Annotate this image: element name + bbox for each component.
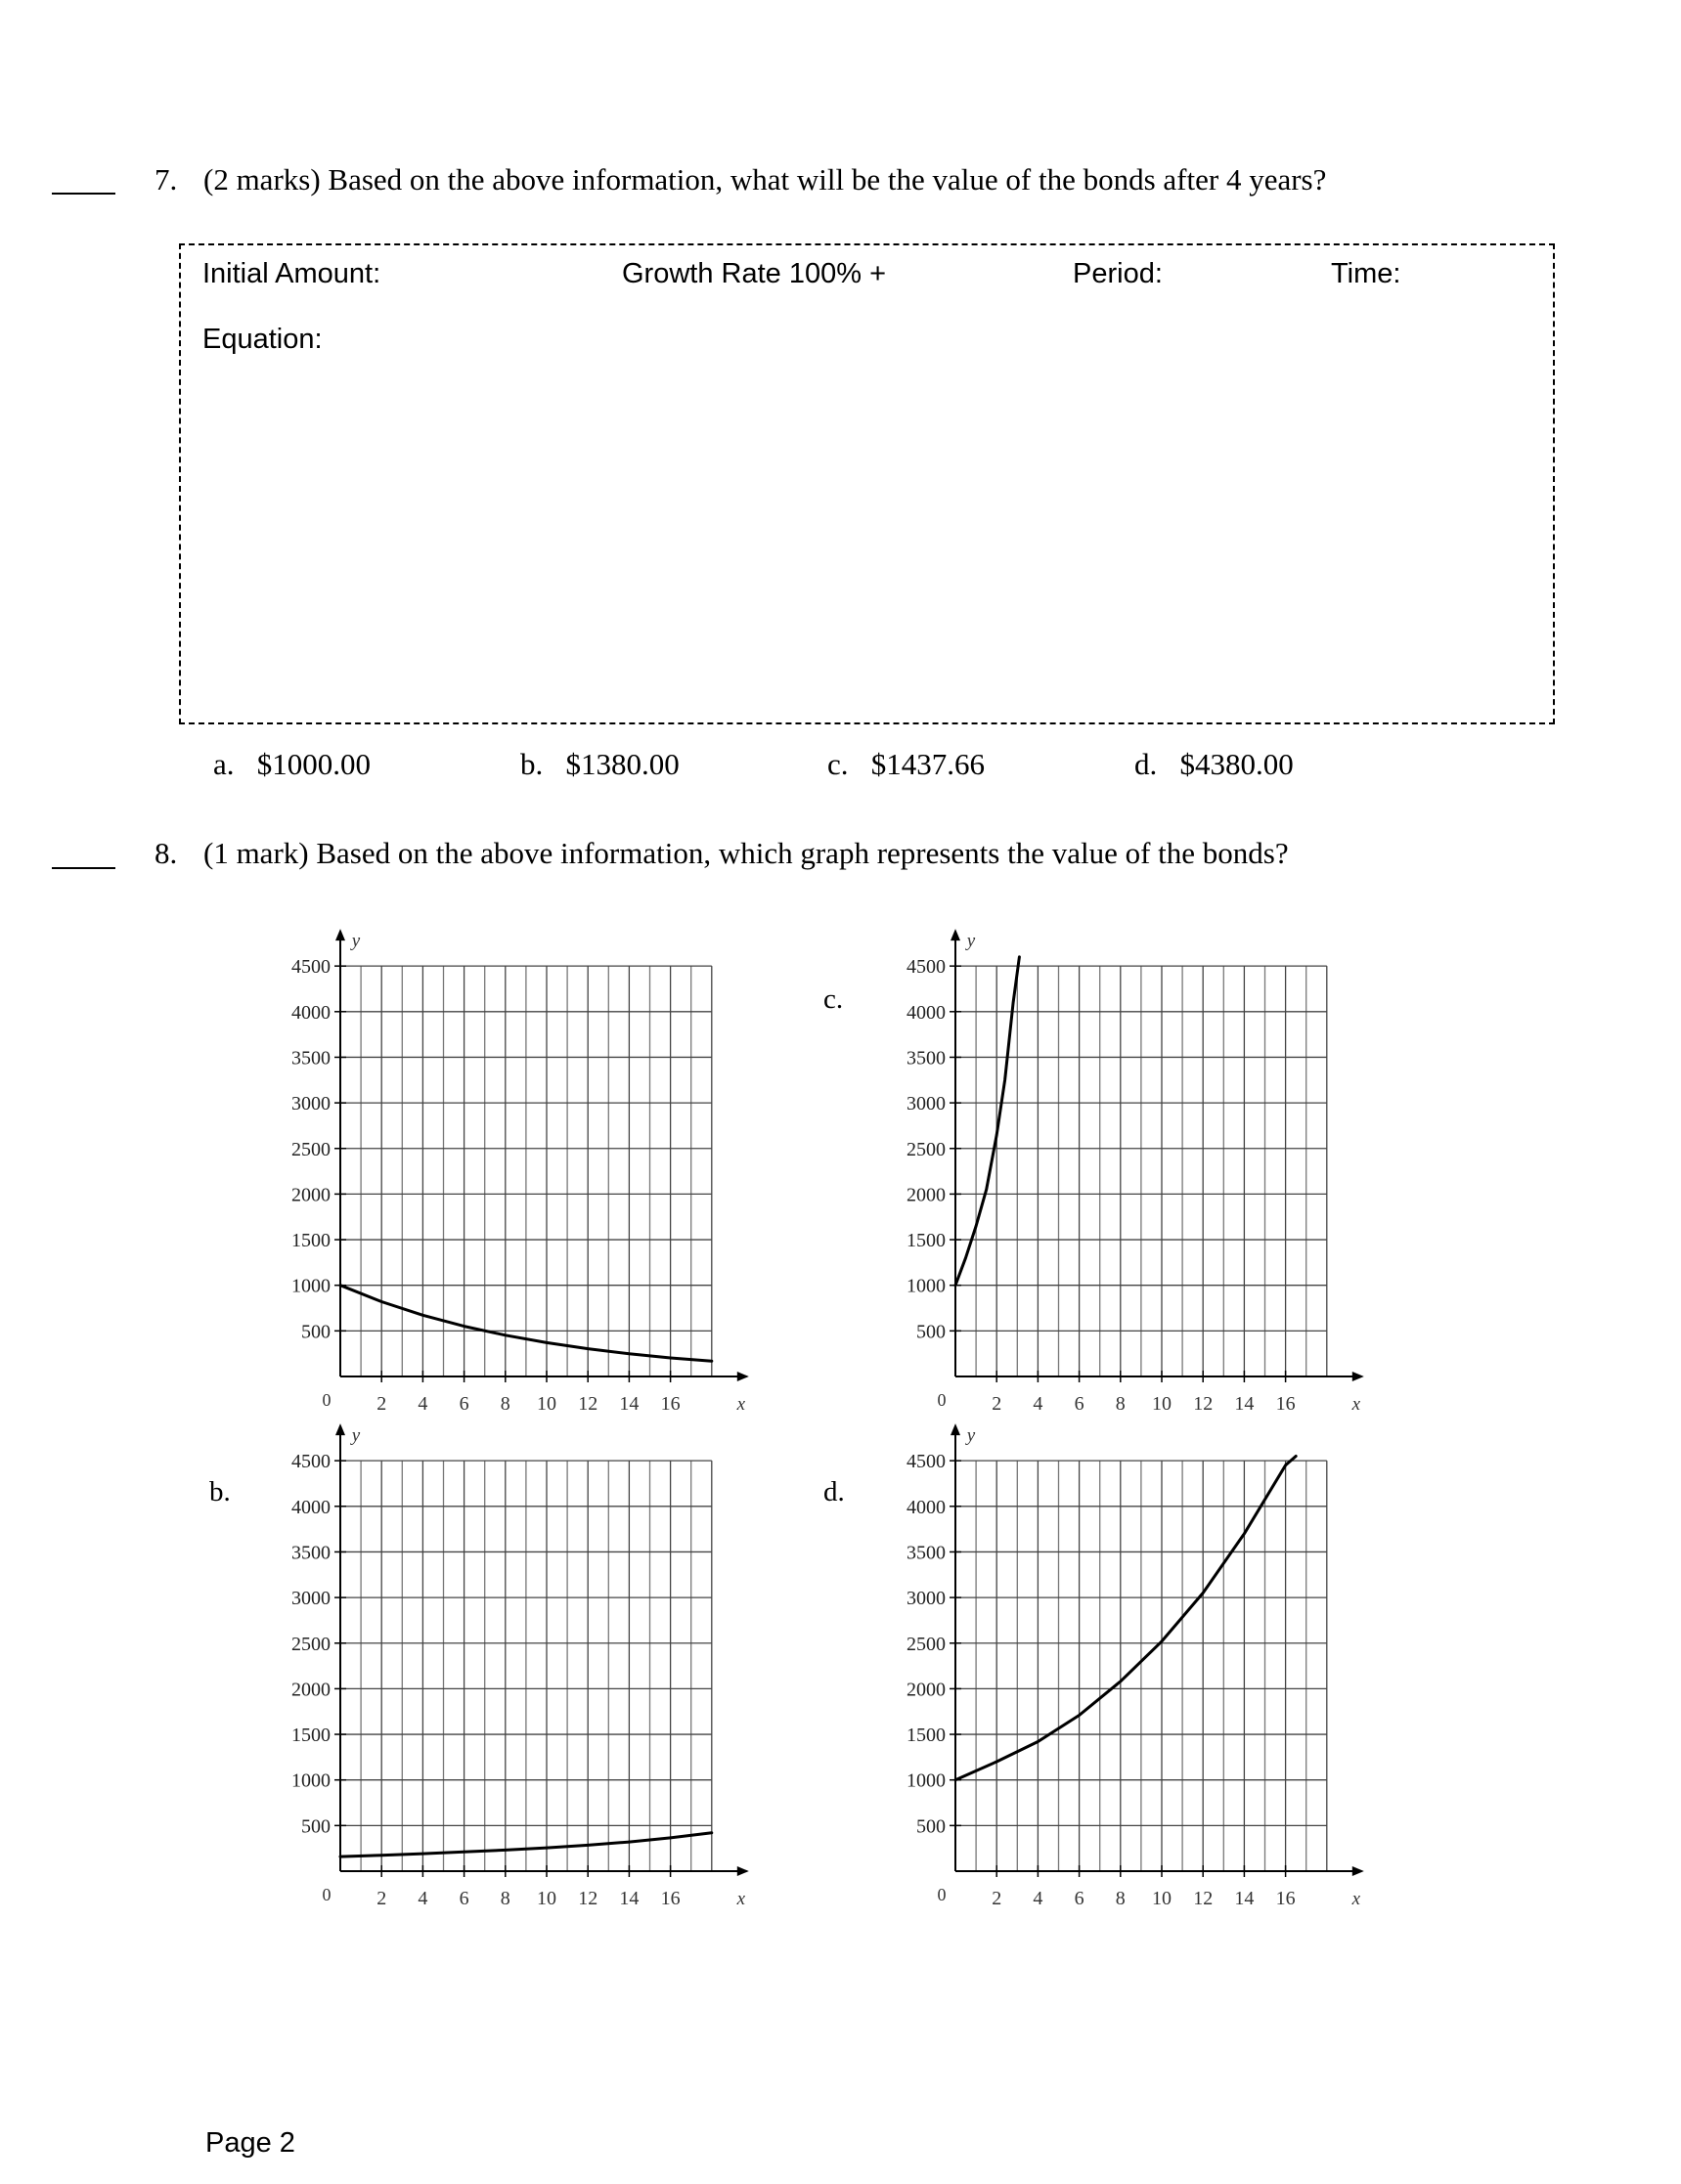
- origin-label: 0: [937, 1390, 947, 1410]
- choice-value: $4380.00: [1179, 747, 1294, 781]
- time-label: Time:: [1331, 258, 1401, 289]
- y-axis-arrow-icon: [335, 929, 345, 940]
- choice-a[interactable]: [213, 747, 371, 782]
- x-tick-label: 12: [578, 1393, 598, 1415]
- y-tick-label: 500: [916, 1815, 946, 1838]
- x-axis-arrow-icon: [737, 1372, 749, 1381]
- y-tick-label: 3500: [291, 1047, 331, 1070]
- period-label: Period:: [1073, 258, 1163, 289]
- equation-label: Equation:: [202, 324, 323, 355]
- y-tick-label: 2000: [291, 1184, 331, 1206]
- x-tick-label: 16: [1275, 1888, 1296, 1909]
- x-tick-label: 4: [418, 1888, 428, 1909]
- y-tick-label: 4000: [907, 1001, 946, 1024]
- x-tick-label: 6: [1074, 1888, 1084, 1909]
- x-tick-label: 16: [660, 1393, 681, 1415]
- y-tick-label: 2500: [291, 1138, 331, 1160]
- y-tick-label: 4000: [291, 1496, 331, 1518]
- y-tick-label: 1000: [907, 1769, 946, 1792]
- graph-option-b[interactable]: [254, 1425, 802, 1940]
- x-tick-label: 4: [418, 1393, 428, 1415]
- y-tick-label: 2500: [291, 1633, 331, 1655]
- y-tick-label: 1500: [291, 1230, 331, 1252]
- x-axis-arrow-icon: [1352, 1372, 1364, 1381]
- y-tick-label: 3500: [907, 1542, 946, 1564]
- choice-value: $1380.00: [565, 747, 680, 781]
- y-tick-label: 4500: [907, 1451, 946, 1473]
- x-axis-label: x: [736, 1394, 746, 1415]
- x-tick-label: 4: [1033, 1393, 1043, 1415]
- y-tick-label: 2500: [907, 1138, 946, 1160]
- choice-letter: c.: [827, 747, 849, 781]
- question-7-text: (2 marks) Based on the above information, what will be the value of the bonds after 4 years?: [203, 162, 1327, 197]
- y-axis-label: y: [351, 931, 361, 952]
- x-tick-label: 2: [376, 1393, 387, 1415]
- y-tick-label: 500: [301, 1815, 331, 1838]
- x-tick-label: 8: [500, 1888, 510, 1909]
- page-number: Page 2: [205, 2127, 295, 2159]
- x-tick-label: 14: [1234, 1888, 1255, 1909]
- x-tick-label: 10: [1152, 1888, 1172, 1909]
- y-tick-label: 3500: [907, 1047, 946, 1070]
- y-tick-label: 500: [301, 1321, 331, 1343]
- x-tick-label: 8: [1115, 1888, 1126, 1909]
- y-tick-label: 4500: [291, 956, 331, 979]
- x-tick-label: 2: [992, 1888, 1002, 1909]
- graph-letter-d: d.: [823, 1476, 845, 1507]
- question-7-number: 7.: [155, 162, 178, 197]
- y-tick-label: 500: [916, 1321, 946, 1343]
- choice-d[interactable]: [1134, 747, 1294, 782]
- origin-label: 0: [322, 1390, 332, 1410]
- x-tick-label: 8: [500, 1393, 510, 1415]
- question-8-number: 8.: [155, 836, 178, 870]
- graph-letter-b: b.: [209, 1476, 231, 1507]
- choice-letter: b.: [520, 747, 544, 781]
- x-axis-label: x: [1351, 1889, 1361, 1909]
- x-tick-label: 12: [1193, 1888, 1214, 1909]
- origin-label: 0: [322, 1885, 332, 1904]
- choice-b[interactable]: [520, 747, 680, 782]
- data-curve: [955, 957, 1019, 1286]
- growth-rate-label: Growth Rate 100% +: [622, 258, 887, 289]
- y-tick-label: 1000: [907, 1275, 946, 1297]
- question-8-text: (1 mark) Based on the above information, which graph represents the value of the bonds?: [203, 836, 1289, 870]
- y-tick-label: 1000: [291, 1275, 331, 1297]
- initial-amount-label: Initial Amount:: [202, 258, 381, 289]
- y-tick-label: 1500: [907, 1725, 946, 1747]
- x-axis-arrow-icon: [1352, 1866, 1364, 1876]
- y-tick-label: 3000: [907, 1588, 946, 1610]
- origin-label: 0: [937, 1885, 947, 1904]
- y-tick-label: 2000: [291, 1679, 331, 1701]
- x-axis-arrow-icon: [737, 1866, 749, 1876]
- x-tick-label: 6: [1074, 1393, 1084, 1415]
- y-tick-label: 2000: [907, 1679, 946, 1701]
- choice-c[interactable]: [827, 747, 985, 782]
- graph-option-d[interactable]: [869, 1425, 1417, 1940]
- choice-value: $1000.00: [256, 747, 372, 781]
- x-tick-label: 10: [537, 1888, 556, 1909]
- x-tick-label: 6: [459, 1393, 469, 1415]
- y-tick-label: 4000: [291, 1001, 331, 1024]
- choice-letter: d.: [1134, 747, 1158, 781]
- graph-option-a[interactable]: [254, 931, 802, 1445]
- y-tick-label: 4500: [291, 1451, 331, 1473]
- y-tick-label: 2000: [907, 1184, 946, 1206]
- x-tick-label: 12: [578, 1888, 598, 1909]
- x-tick-label: 16: [660, 1888, 681, 1909]
- y-axis-arrow-icon: [951, 929, 960, 940]
- x-tick-label: 4: [1033, 1888, 1043, 1909]
- y-tick-label: 3000: [291, 1588, 331, 1610]
- y-tick-label: 2500: [907, 1633, 946, 1655]
- x-tick-label: 12: [1193, 1393, 1214, 1415]
- x-tick-label: 14: [619, 1393, 640, 1415]
- choice-value: $1437.66: [870, 747, 986, 781]
- x-tick-label: 14: [619, 1888, 640, 1909]
- y-tick-label: 4500: [907, 956, 946, 979]
- y-axis-label: y: [351, 1425, 361, 1447]
- y-tick-label: 3000: [907, 1093, 946, 1115]
- x-tick-label: 10: [1152, 1393, 1172, 1415]
- answer-blank-q7[interactable]: [52, 193, 115, 195]
- y-tick-label: 1500: [907, 1230, 946, 1252]
- x-tick-label: 2: [992, 1393, 1002, 1415]
- y-tick-label: 3000: [291, 1093, 331, 1115]
- y-tick-label: 4000: [907, 1496, 946, 1518]
- x-tick-label: 16: [1275, 1393, 1296, 1415]
- y-axis-label: y: [966, 931, 976, 952]
- x-axis-label: x: [1351, 1394, 1361, 1415]
- choice-letter: a.: [213, 747, 235, 781]
- answer-blank-q8[interactable]: [52, 867, 115, 869]
- y-tick-label: 1500: [291, 1725, 331, 1747]
- x-axis-label: x: [736, 1889, 746, 1909]
- graph-option-c[interactable]: [869, 931, 1417, 1445]
- x-tick-label: 10: [537, 1393, 556, 1415]
- y-tick-label: 1000: [291, 1769, 331, 1792]
- work-box: [179, 243, 1555, 724]
- x-tick-label: 14: [1234, 1393, 1255, 1415]
- y-tick-label: 3500: [291, 1542, 331, 1564]
- x-tick-label: 6: [459, 1888, 469, 1909]
- y-axis-label: y: [966, 1425, 976, 1447]
- x-tick-label: 8: [1115, 1393, 1126, 1415]
- x-tick-label: 2: [376, 1888, 387, 1909]
- graph-letter-c: c.: [823, 983, 844, 1015]
